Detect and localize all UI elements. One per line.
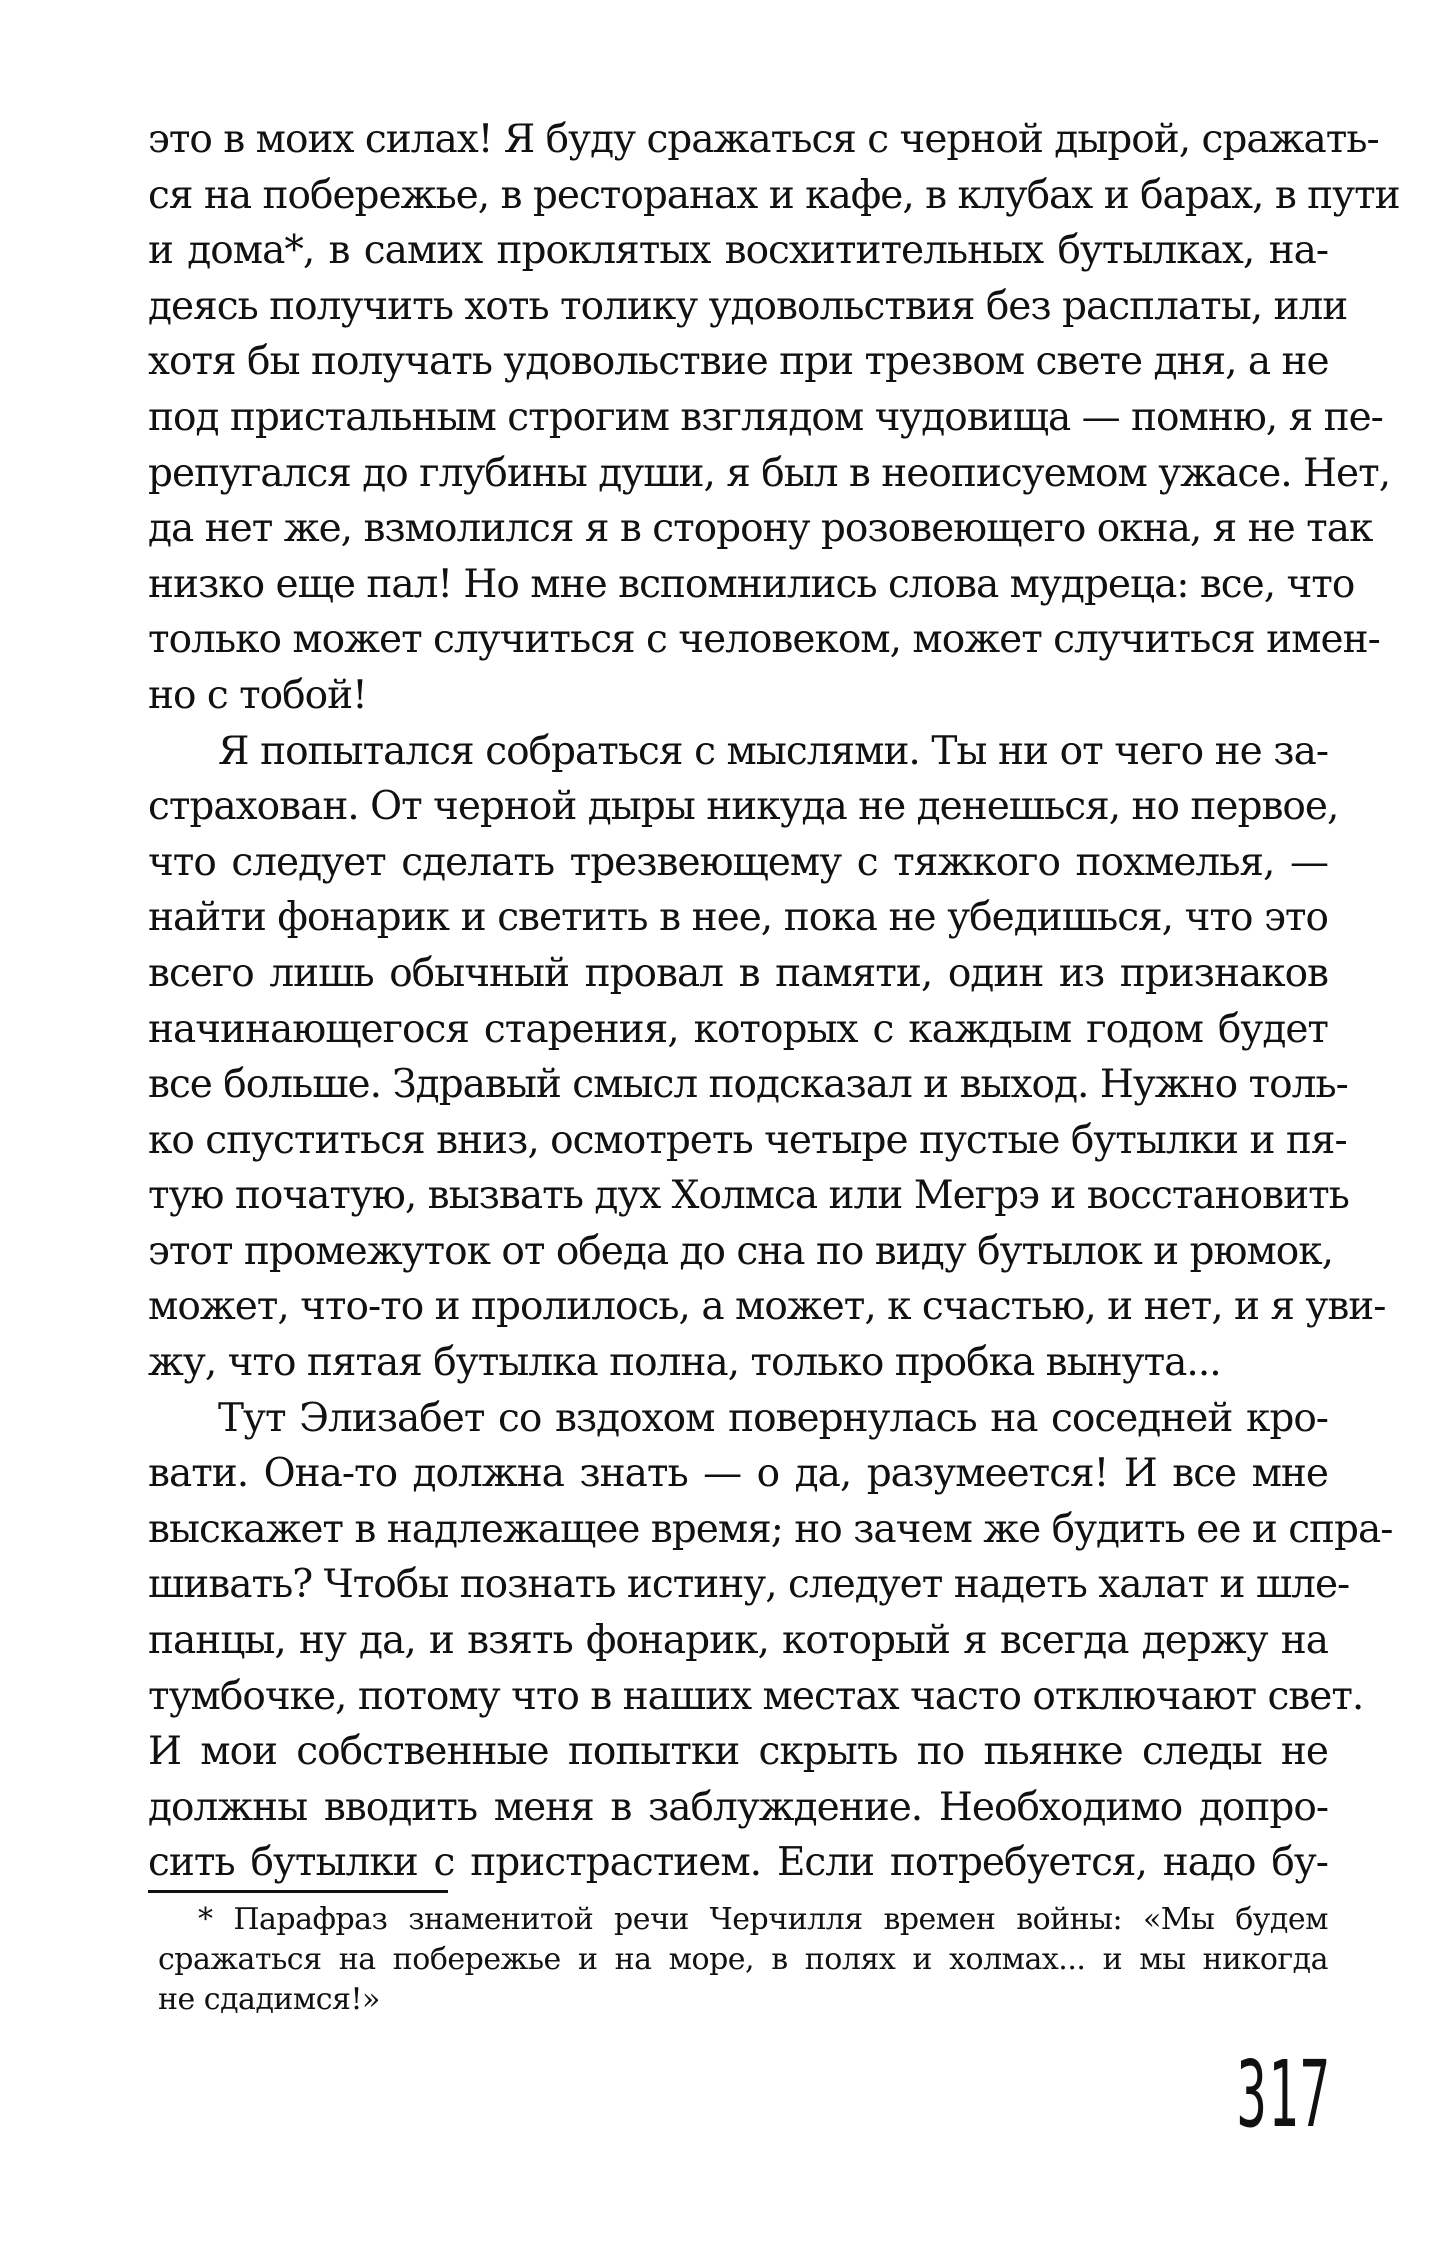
- text-line: должны вводить меня в заблуждение. Необходимо допро-: [148, 1784, 1328, 1830]
- text-line: выскажет в надлежащее время; но зачем же будить ее и спра-: [148, 1506, 1393, 1552]
- text-line: может, что-то и пролилось, а может, к счастью, и нет, и я уви-: [148, 1284, 1386, 1330]
- text-line: это в моих силах! Я буду сражаться с черной дырой, сражать-: [148, 117, 1379, 162]
- text-line: начинающегося старения, которых с каждым годом будет: [148, 1006, 1328, 1052]
- text-line: вати. Она-то должна знать — о да, разумеется! И все мне: [148, 1451, 1328, 1497]
- text-line: Я попытался собраться с мыслями. Ты ни от чего не за-: [218, 728, 1328, 774]
- text-line: ко спуститься вниз, осмотреть четыре пустые бутылки и пя-: [148, 1117, 1347, 1163]
- footnote-divider: [148, 1890, 448, 1893]
- text-line: жу, что пятая бутылка полна, только пробка вынута...: [148, 1340, 1221, 1386]
- text-line: страхован. От черной дыры никуда не денешься, но первое,: [148, 784, 1339, 830]
- footnote-line: не сдадимся!»: [158, 1982, 380, 2017]
- footnote: [158, 1900, 1328, 2020]
- footnote-line: * Парафраз знаменитой речи Черчилля времен войны: «Мы будем: [198, 1902, 1328, 1937]
- text-line: найти фонарик и светить в нее, пока не убедишься, что это: [148, 895, 1328, 941]
- text-line: тую початую, вызвать дух Холмса или Мегрэ и восстановить: [148, 1173, 1349, 1219]
- text-line: низко еще пал! Но мне вспомнились слова мудреца: все, что: [148, 561, 1355, 607]
- text-line: этот промежуток от обеда до сна по виду бутылок и рюмок,: [148, 1228, 1334, 1274]
- page-number: 317: [1236, 2041, 1331, 2148]
- footnote-line: сражаться на побережье и на море, в полях и холмах... и мы никогда: [158, 1942, 1328, 1977]
- text-line: сить бутылки с пристрастием. Если потребуется, надо бу-: [148, 1840, 1328, 1886]
- text-line: Тут Элизабет со вздохом повернулась на соседней кро-: [218, 1395, 1328, 1441]
- text-line: И мои собственные попытки скрыть по пьянке следы не: [148, 1729, 1328, 1775]
- text-line: деясь получить хоть толику удовольствия без расплаты, или: [148, 283, 1348, 329]
- text-line: тумбочке, потому что в наших местах часто отключают свет.: [148, 1673, 1364, 1719]
- text-line: шивать? Чтобы познать истину, следует надеть халат и шле-: [148, 1562, 1350, 1608]
- text-line: репугался до глубины души, я был в неописуемом ужасе. Нет,: [148, 450, 1391, 496]
- text-line: и дома*, в самих проклятых восхитительных бутылках, на-: [148, 228, 1328, 274]
- text-line: что следует сделать трезвеющему с тяжкого похмелья, —: [148, 839, 1328, 885]
- text-line: ся на побережье, в ресторанах и кафе, в клубах и барах, в пути: [148, 172, 1400, 218]
- text-line: панцы, ну да, и взять фонарик, который я всегда держу на: [148, 1618, 1328, 1664]
- text-line: да нет же, взмолился я в сторону розовеющего окна, я не так: [148, 506, 1373, 552]
- text-line: все больше. Здравый смысл подсказал и выход. Нужно толь-: [148, 1062, 1348, 1108]
- text-line: но с тобой!: [148, 672, 367, 718]
- text-line: под пристальным строгим взглядом чудовища — помню, я пе-: [148, 394, 1383, 440]
- body-text: [148, 112, 1400, 1891]
- text-line: хотя бы получать удовольствие при трезвом свете дня, а не: [148, 339, 1329, 385]
- text-line: только может случиться с человеком, может случиться имен-: [148, 617, 1380, 663]
- text-line: всего лишь обычный провал в памяти, один из признаков: [148, 950, 1328, 996]
